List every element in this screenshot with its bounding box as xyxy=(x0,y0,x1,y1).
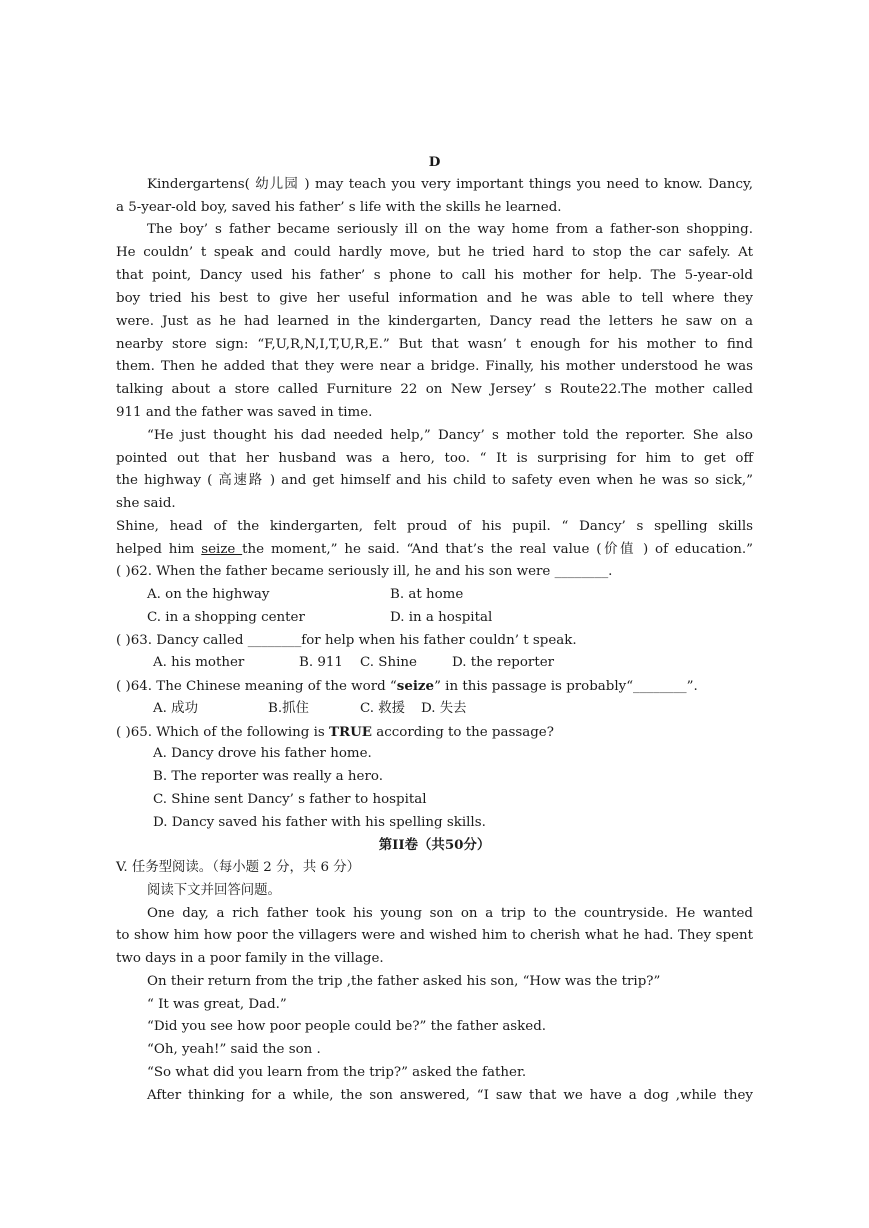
paragraph-line: nearby store sign: “F,U,R,N,I,T,U,R,E.” But that wasn’ t enough for his mother to find xyxy=(116,337,753,352)
underlined-word: seize xyxy=(201,542,243,557)
section-title: 第II卷（共50分） xyxy=(378,837,491,853)
paragraph-line: two days in a poor family in the village. xyxy=(116,951,384,966)
answer-option: C. in a shopping center xyxy=(147,610,305,625)
text-span: ” in this passage is probably“________”. xyxy=(434,679,698,694)
instruction: 阅读下文并回答问题。 xyxy=(147,883,281,898)
answer-option: A. his mother xyxy=(153,655,245,670)
paragraph-line: After thinking for a while, the son answered, “I saw that we have a dog ,while they xyxy=(147,1088,753,1103)
paragraph-line: “So what did you learn from the trip?” asked the father. xyxy=(147,1065,527,1080)
paragraph-line: One day, a rich father took his young son on a trip to the countryside. He wanted xyxy=(147,906,753,921)
paragraph-line: Shine, head of the kindergarten, felt proud of his pupil. “ Dancy’ s spelling skills xyxy=(116,519,753,534)
answer-option: A. on the highway xyxy=(147,587,270,602)
paragraph-line: were. Just as he had learned in the kindergarten, Dancy read the letters he saw on a xyxy=(116,314,753,329)
text-span: ( )64. The Chinese meaning of the word “ xyxy=(116,679,397,694)
answer-option: B. The reporter was really a hero. xyxy=(153,769,383,784)
bold-word: seize xyxy=(396,678,435,694)
paragraph-line: boy tried his best to give her useful information and he was able to tell where they xyxy=(116,291,753,306)
paragraph-line: “He just thought his dad needed help,” Dancy’ s mother told the reporter. She also xyxy=(147,428,753,443)
text-span: helped him xyxy=(116,542,202,557)
answer-option: C. 救援 xyxy=(360,701,406,716)
paragraph-line: them. Then he added that they were near a bridge. Finally, his mother understood he was xyxy=(116,359,753,374)
paragraph-line: the highway ( 高速路 ) and get himself and his child to safety even when he was so sick,” xyxy=(116,473,753,488)
text-span: the moment,” he said. “And that’s the real value (价值 ) of education.” xyxy=(242,542,753,557)
paragraph-line: a 5-year-old boy, saved his father’ s life with the skills he learned. xyxy=(116,200,562,215)
answer-option: B. 911 xyxy=(299,655,343,670)
question-stem xyxy=(116,723,753,742)
paragraph-line: 911 and the father was saved in time. xyxy=(116,405,373,420)
paragraph-line: On their return from the trip ,the father asked his son, “How was the trip?” xyxy=(147,974,661,989)
paragraph-line: pointed out that her husband was a hero, too. “ It is surprising for him to get off xyxy=(116,451,753,466)
passage-title: D xyxy=(428,154,441,170)
answer-option: B. at home xyxy=(390,587,464,602)
part-heading: V. 任务型阅读。（每小题 2 分，共 6 分） xyxy=(116,860,361,875)
answer-option: C. Shine sent Dancy’ s father to hospital xyxy=(153,792,427,807)
answer-option: D. the reporter xyxy=(452,655,555,670)
text-span: according to the passage? xyxy=(372,725,554,740)
paragraph-line: she said. xyxy=(116,496,176,511)
question-stem: ( )62. When the father became seriously ill, he and his son were ________. xyxy=(116,564,613,579)
answer-option: C. Shine xyxy=(360,655,417,670)
answer-option: D. in a hospital xyxy=(390,610,493,625)
answer-option: A. Dancy drove his father home. xyxy=(153,746,372,761)
paragraph-line: that point, Dancy used his father’ s phone to call his mother for help. The 5-year-old xyxy=(116,268,753,283)
text-span: ( )65. Which of the following is xyxy=(116,725,330,740)
paragraph-line: to show him how poor the villagers were and wished him to cherish what he had. They spent xyxy=(116,928,753,943)
question-stem xyxy=(116,677,753,696)
answer-option: B.抓住 xyxy=(268,701,309,716)
paragraph-line: talking about a store called Furniture 22 on New Jersey’ s Route22.The mother called xyxy=(116,382,753,397)
question-stem: ( )63. Dancy called ________for help when his father couldn’ t speak. xyxy=(116,633,577,648)
answer-option: D. Dancy saved his father with his spelling skills. xyxy=(153,815,486,830)
paragraph-line: “Did you see how poor people could be?” the father asked. xyxy=(147,1019,547,1034)
paragraph-line: “Oh, yeah!” said the son . xyxy=(147,1042,321,1057)
paragraph-line xyxy=(116,541,753,559)
answer-option: A. 成功 xyxy=(153,701,198,716)
paragraph-line: “ It was great, Dad.” xyxy=(147,997,287,1012)
bold-word: TRUE xyxy=(329,724,373,740)
paragraph-line: He couldn’ t speak and could hardly move, but he tried hard to stop the car safely. At xyxy=(116,245,753,260)
paragraph-line: Kindergartens( 幼儿园 ) may teach you very important things you need to know. Dancy, xyxy=(147,177,753,192)
answer-option: D. 失去 xyxy=(421,701,467,716)
paragraph-line: The boy’ s father became seriously ill on the way home from a father-son shopping. xyxy=(147,222,753,237)
